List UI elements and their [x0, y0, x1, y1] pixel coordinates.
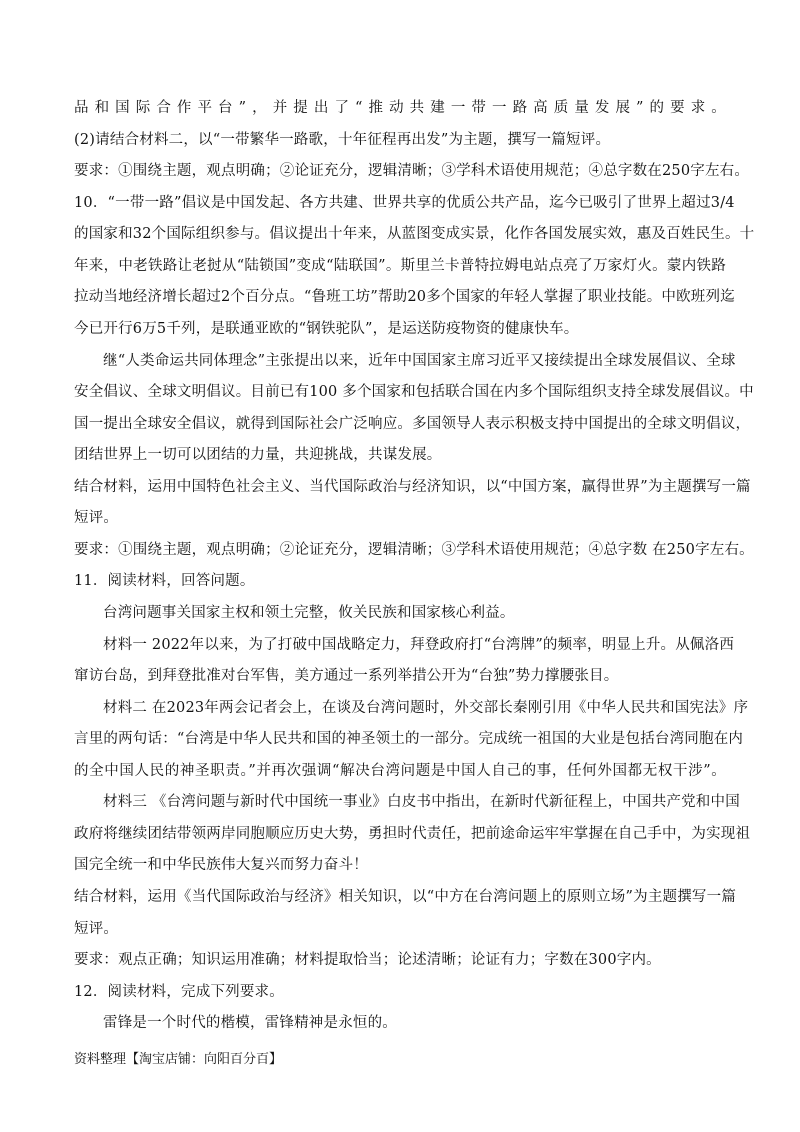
text-line: 结合材料，运用中国特色社会主义、当代国际政治与经济知识，以“中国方案，赢得世界”为主题撰写一篇 [74, 479, 751, 495]
text-line: 结合材料，运用《当代国际政治与经济》相关知识，以“中方在台湾问题上的原则立场”为主题撰写一篇 [74, 889, 737, 905]
page-footer: 资料整理【淘宝店铺：向阳百分百】 [74, 1052, 283, 1067]
requirements-line: 要求：①围绕主题，观点明确；②论证充分，逻辑清晰；③学科术语使用规范；④总字数在250字左右。 [74, 163, 750, 179]
text-line: 言里的两句话：“台湾是中华人民共和国的神圣领土的一部分。完成统一祖国的大业是包括台湾同胞在内 [74, 731, 744, 747]
text-line: 团结世界上一切可以团结的力量，共迎挑战，共谋发展。 [74, 447, 442, 463]
text-line: 国完全统一和中华民族伟大复兴而努力奋斗！ [74, 857, 368, 873]
material-1: 材料一 2022年以来，为了打破中国战略定力，拜登政府打“台湾牌”的频率，明显上升。从佩洛西 [103, 637, 735, 653]
text-line: 继“人类命运共同体理念”主张提出以来，近年中国国家主席习近平又接续提出全球发展倡议、全球 [103, 353, 736, 369]
question-11-heading: 11．阅读材料，回答问题。 [74, 573, 255, 589]
text-line: 拉动当地经济增长超过2个百分点。“鲁班工坊”帮助20多个国家的年轻人掌握了职业技能。中欧班列迄 [74, 289, 735, 305]
text-line: 安全倡议、全球文明倡议。目前已有100 多个国家和包括联合国在内多个国际组织支持全球发展倡议。中 [74, 384, 754, 400]
requirements-line: 要求：观点正确；知识运用准确；材料提取恰当；论述清晰；论证有力；字数在300字内。 [74, 952, 661, 968]
text-line: 短评。 [74, 921, 119, 937]
text-line: 的全中国人民的神圣职责。”并再次强调“解决台湾问题是中国人自己的事，任何外国都无权干涉”。 [74, 763, 726, 779]
question-12-heading: 12．阅读材料，完成下列要求。 [74, 984, 284, 1000]
text-line: 年来，中老铁路让老挝从“陆锁国”变成“陆联国”。斯里兰卡普特拉姆电站点亮了万家灯火。蒙内铁路 [74, 258, 726, 274]
text-line: 品和国际合作平台”，并提出了“推动共建一带一路高质量发展”的要求。 [74, 100, 726, 116]
text-line: 台湾问题事关国家主权和领土完整，攸关民族和国家核心利益。 [103, 605, 515, 621]
text-line: 今已开行6万5千列，是联通亚欧的“钢铁驼队”，是运送防疫物资的健康快车。 [74, 321, 579, 337]
requirements-line: 要求：①围绕主题，观点明确；②论证充分，逻辑清晰；③学科术语使用规范；④总字数 在250字左右。 [74, 542, 754, 558]
question-10-heading: 10．“一带一路”倡议是中国发起、各方共建、世界共享的优质公共产品，迄今已吸引了世界上超过3/4 [74, 195, 735, 211]
text-line: 短评。 [74, 510, 119, 526]
text-line: 政府将继续团结带领两岸同胞顺应历史大势，勇担时代责任，把前途命运牢牢掌握在自己手中，为实现祖 [74, 826, 751, 842]
text-line: 的国家和32个国际组织参与。倡议提出十年来，从蓝图变成实景，化作各国发展实效，惠及百姓民生。十 [74, 226, 755, 242]
text-line: 雷锋是一个时代的楷模，雷锋精神是永恒的。 [103, 1015, 397, 1031]
text-line: 国一提出全球安全倡议，就得到国际社会广泛响应。多国领导人表示积极支持中国提出的全球文明倡议， [74, 416, 751, 432]
question-9-2: (2)请结合材料二，以“一带繁华一路歌，十年征程再出发”为主题，撰写一篇短评。 [74, 132, 611, 148]
text-line: 窜访台岛，到拜登批准对台军售，美方通过一系列举措公开为“台独”势力撑腰张目。 [74, 668, 619, 684]
material-2: 材料二 在2023年两会记者会上，在谈及台湾问题时，外交部长秦刚引用《中华人民共和国宪法》序 [103, 700, 749, 716]
material-3: 材料三 《台湾问题与新时代中国统一事业》白皮书中指出，在新时代新征程上，中国共产党和中国 [103, 794, 740, 810]
